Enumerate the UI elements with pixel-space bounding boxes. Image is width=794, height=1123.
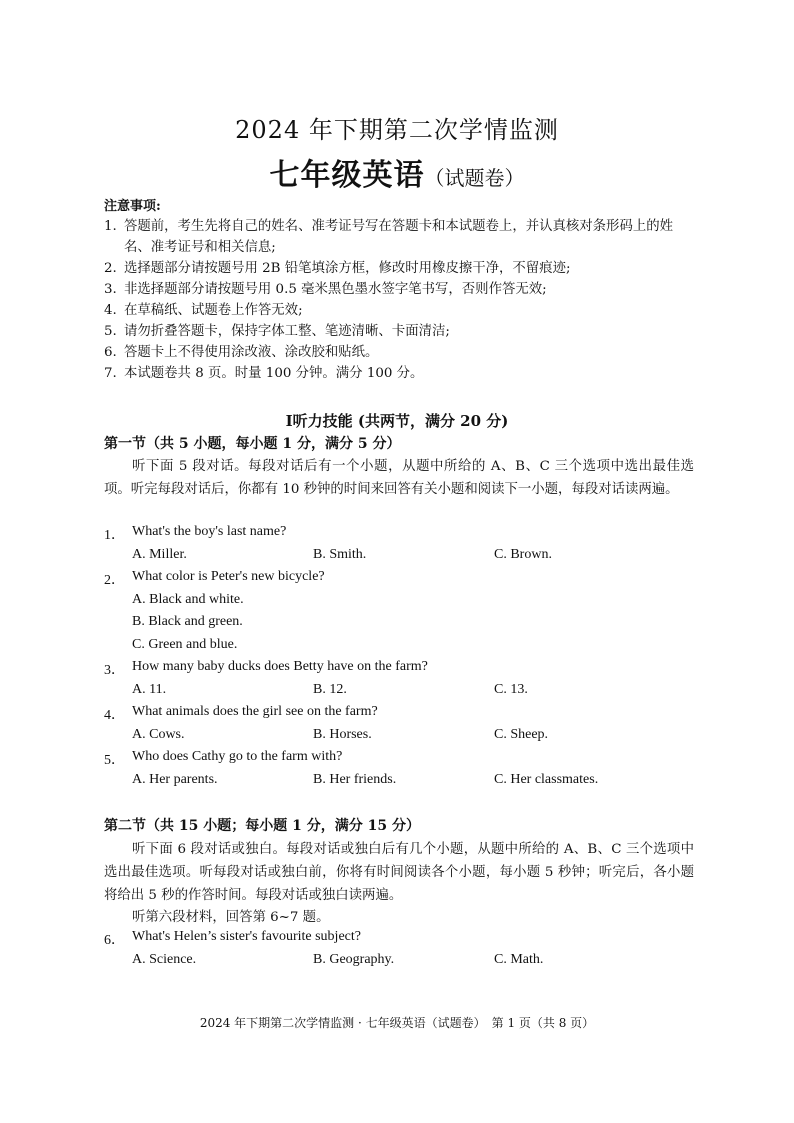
option-c: C. Her classmates.: [494, 772, 599, 787]
question-number: 2．: [104, 573, 125, 588]
option-c: C. Brown.: [494, 547, 552, 562]
notice-item-number: 4.: [104, 303, 117, 318]
notice-item-number: 3.: [104, 282, 117, 297]
option-b: B. Smith.: [313, 547, 367, 562]
notice-item: [104, 279, 694, 300]
question-stem: What animals does the girl see on the farm?: [132, 704, 378, 719]
option-b: B. 12.: [313, 682, 347, 697]
section1-heading: 第一节（共 5 小题，每小题 1 分，满分 5 分）: [104, 436, 401, 452]
option-b: B. Black and green.: [132, 614, 243, 629]
option-c: C. Green and blue.: [132, 637, 238, 652]
notice-item-text: 答题前，考生先将自己的姓名、准考证号写在答题卡和本试题卷上，并认真核对条形码上的姓名、准考证号和相关信息;: [124, 219, 674, 255]
notice-item: [104, 216, 694, 258]
question-stem: What's Helen’s sister's favourite subject?: [132, 929, 361, 944]
notice-item: [104, 321, 694, 342]
notice-item: [104, 363, 694, 384]
question-number: 5．: [104, 753, 125, 768]
part1-title: Ⅰ听力技能 (共两节，满分 20 分): [285, 412, 509, 430]
question-number: 6．: [104, 933, 125, 948]
notice-heading: 注意事项:: [104, 199, 161, 214]
subject-title-paren: （试题卷）: [424, 166, 525, 190]
option-c: C. 13.: [494, 682, 528, 697]
question-stem: What color is Peter's new bicycle?: [132, 569, 325, 584]
notice-item-number: 6.: [104, 345, 117, 360]
option-a: A. Black and white.: [132, 592, 244, 607]
notice-item-text: 答题卡上不得使用涂改液、涂改胶和贴纸。: [124, 345, 379, 360]
option-a: A. Science.: [132, 952, 197, 967]
notice-item-number: 2.: [104, 261, 117, 276]
question-number: 4．: [104, 708, 125, 723]
subject-title: 七年级英语: [269, 158, 425, 193]
notice-item-number: 5.: [104, 324, 117, 339]
notice-item-text: 本试题卷共 8 页。时量 100 分钟。满分 100 分。: [124, 366, 424, 381]
option-c: C. Math.: [494, 952, 544, 967]
exam-title-line1: 2024 年下期第二次学情监测: [235, 116, 559, 144]
option-a: A. Her parents.: [132, 772, 218, 787]
question-stem: What's the boy's last name?: [132, 524, 287, 539]
question-number: 1．: [104, 528, 125, 543]
section2-heading: 第二节（共 15 小题；每小题 1 分，满分 15 分）: [104, 818, 420, 834]
notice-item-text: 非选择题部分请按题号用 0.5 毫米黑色墨水签字笔书写，否则作答无效;: [124, 282, 547, 297]
question-number: 3．: [104, 663, 125, 678]
option-c: C. Sheep.: [494, 727, 549, 742]
section2-instruction: 听下面 6 段对话或独白。每段对话或独白后有几个小题，从题中所给的 A、B、C 三个选项中选出最佳选项。听每段对话或独白前，你将有时间阅读各个小题，每小题 5 秒钟；听完后，各小题将给出 5 秒的作答时间。每段对话或独白读两遍。: [104, 842, 694, 903]
option-a: A. 11.: [132, 682, 167, 697]
option-a: A. Cows.: [132, 727, 185, 742]
option-b: B. Horses.: [313, 727, 372, 742]
page-footer: 2024 年下期第二次学情监测 · 七年级英语（试题卷） 第 1 页（共 8 页）: [199, 1016, 595, 1030]
question-stem: How many baby ducks does Betty have on the farm?: [132, 659, 428, 674]
notice-item-text: 选择题部分请按题号用 2B 铅笔填涂方框，修改时用橡皮擦干净，不留痕迹;: [124, 261, 571, 276]
section2-sub-instruction: 听第六段材料，回答第 6~7 题。: [132, 910, 330, 925]
notice-item-number: 7.: [104, 366, 117, 381]
exam-title-main: [0, 150, 794, 194]
notice-item-text: 请勿折叠答题卡，保持字体工整、笔迹清晰、卡面清洁;: [124, 324, 450, 339]
notice-item-number: 1.: [104, 219, 117, 234]
option-b: B. Her friends.: [313, 772, 397, 787]
notice-list: [104, 216, 694, 384]
question-stem: Who does Cathy go to the farm with?: [132, 749, 343, 764]
section1-instruction: 听下面 5 段对话。每段对话后有一个小题，从题中所给的 A、B、C 三个选项中选出最佳选项。听完每段对话后，你都有 10 秒钟的时间来回答有关小题和阅读下一小题，每段对话读两遍。: [104, 459, 694, 497]
notice-item-text: 在草稿纸、试题卷上作答无效;: [124, 303, 303, 318]
notice-item: [104, 342, 694, 363]
option-b: B. Geography.: [313, 952, 395, 967]
notice-item: [104, 258, 694, 279]
option-a: A. Miller.: [132, 547, 187, 562]
notice-item: [104, 300, 694, 321]
